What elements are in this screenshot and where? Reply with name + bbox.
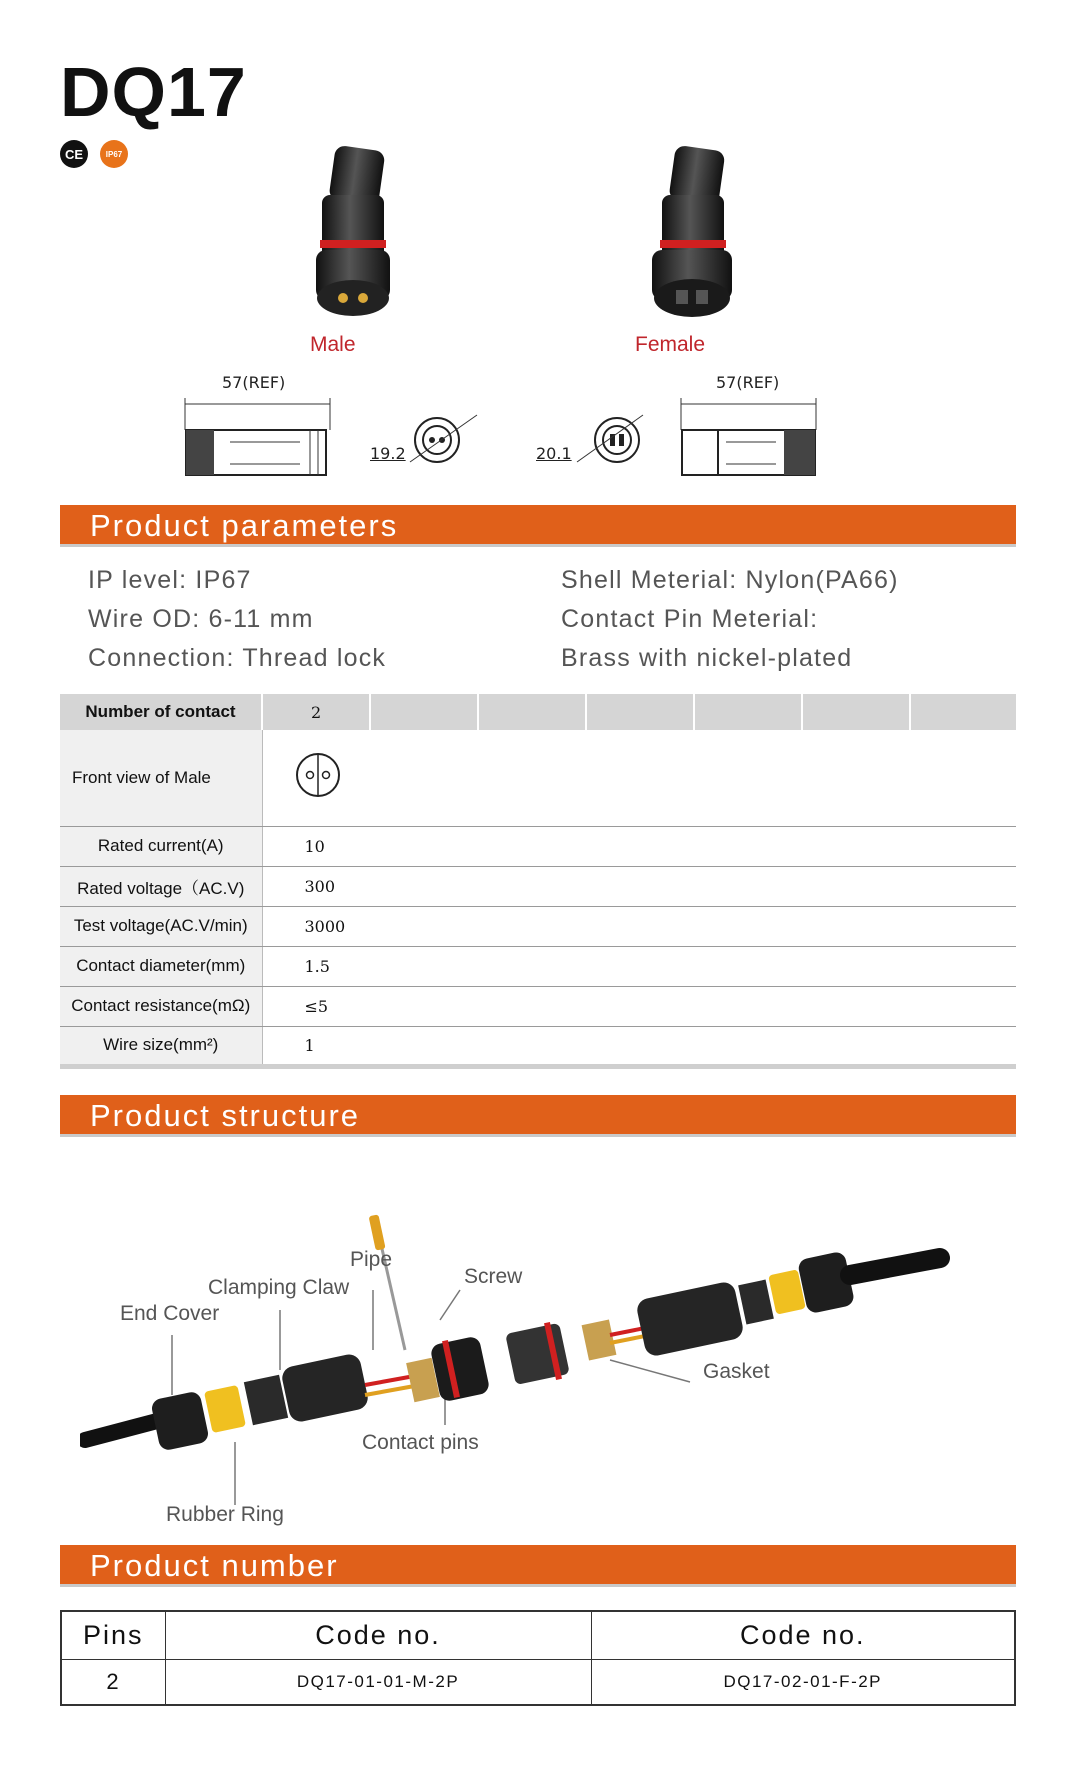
spec-row-label: Rated voltage（AC.V) <box>60 866 262 906</box>
callout-gasket: Gasket <box>703 1360 770 1383</box>
spec-row-label: Wire size(mm²) <box>60 1026 262 1066</box>
female-length-dimension: 57(REF) <box>716 373 780 392</box>
spec-header-empty-cell <box>370 694 478 730</box>
spec-header-empty-cell <box>910 694 1016 730</box>
female-diameter-dimension: 20.1 <box>536 444 572 463</box>
exploded-structure-diagram <box>80 1210 1030 1540</box>
spec-row-value: 1 <box>262 1026 1016 1066</box>
section-bar-parameters: Product parameters <box>60 505 1016 547</box>
male-front-view-icon <box>293 750 343 800</box>
spec-row <box>60 826 1016 866</box>
ce-mark-icon: CE <box>60 140 88 168</box>
spec-row-label: Test voltage(AC.V/min) <box>60 906 262 946</box>
spec-front-view-label: Front view of Male <box>60 730 262 826</box>
male-length-dimension: 57(REF) <box>222 373 286 392</box>
header-code-female: Code no. <box>591 1611 1015 1659</box>
product-number-row <box>61 1659 1015 1705</box>
spec-row-label: Contact resistance(mΩ) <box>60 986 262 1026</box>
male-connector-image <box>280 140 420 320</box>
male-label: Male <box>310 333 356 356</box>
header-code-male: Code no. <box>165 1611 591 1659</box>
param-wire-od: Wire OD: 6-11 mm <box>88 605 314 633</box>
param-contact-material-value: Brass with nickel-plated <box>561 644 853 672</box>
female-connector-image <box>620 140 760 320</box>
spec-row-label: Contact diameter(mm) <box>60 946 262 986</box>
callout-clamping-claw: Clamping Claw <box>208 1276 350 1299</box>
header-pins: Pins <box>61 1611 165 1659</box>
param-shell-material: Shell Meterial: Nylon(PA66) <box>561 566 899 594</box>
spec-row-value: 1.5 <box>262 946 1016 986</box>
spec-row <box>60 866 1016 906</box>
callout-pipe: Pipe <box>350 1248 393 1271</box>
spec-header-value: 2 <box>262 694 370 730</box>
pins-cell: 2 <box>61 1659 165 1705</box>
spec-header-empty-cell <box>586 694 694 730</box>
spec-row <box>60 1026 1016 1066</box>
param-connection: Connection: Thread lock <box>88 644 387 672</box>
spec-header-empty-cell <box>802 694 910 730</box>
spec-row-value: 3000 <box>262 906 1016 946</box>
callout-contact-pins: Contact pins <box>362 1431 479 1454</box>
spec-header-empty-cell <box>694 694 802 730</box>
spec-row-label: Rated current(A) <box>60 826 262 866</box>
spec-row-value: ≤5 <box>262 986 1016 1026</box>
section-bar-structure: Product structure <box>60 1095 1016 1137</box>
spec-front-view-cell <box>262 730 1016 826</box>
female-dimension-drawing <box>676 390 836 480</box>
spec-header-row <box>60 694 1016 730</box>
callout-end-cover: End Cover <box>120 1302 220 1325</box>
callout-screw: Screw <box>464 1265 523 1288</box>
male-dimension-drawing <box>180 390 340 480</box>
spec-table <box>60 694 1016 1069</box>
male-diameter-dimension: 19.2 <box>370 444 406 463</box>
female-face-drawing <box>575 410 655 470</box>
spec-header-label: Number of contact <box>60 694 262 730</box>
callout-rubber-ring: Rubber Ring <box>166 1503 284 1526</box>
male-face-drawing <box>405 410 485 470</box>
male-code-cell: DQ17-01-01-M-2P <box>165 1659 591 1705</box>
spec-row <box>60 906 1016 946</box>
param-ip-level: IP level: IP67 <box>88 566 252 594</box>
ip67-badge-icon: IP67 <box>100 140 128 168</box>
spec-front-view-row <box>60 730 1016 826</box>
section-bar-number: Product number <box>60 1545 1016 1587</box>
product-number-header-row <box>61 1611 1015 1659</box>
female-label: Female <box>635 333 706 356</box>
spec-row-value: 300 <box>262 866 1016 906</box>
female-code-cell: DQ17-02-01-F-2P <box>591 1659 1015 1705</box>
param-contact-material-label: Contact Pin Meterial: <box>561 605 819 633</box>
spec-row-value: 10 <box>262 826 1016 866</box>
product-number-table <box>60 1610 1016 1706</box>
spec-row <box>60 946 1016 986</box>
spec-header-empty-cell <box>478 694 586 730</box>
page-title: DQ17 <box>60 53 247 131</box>
spec-row <box>60 986 1016 1026</box>
